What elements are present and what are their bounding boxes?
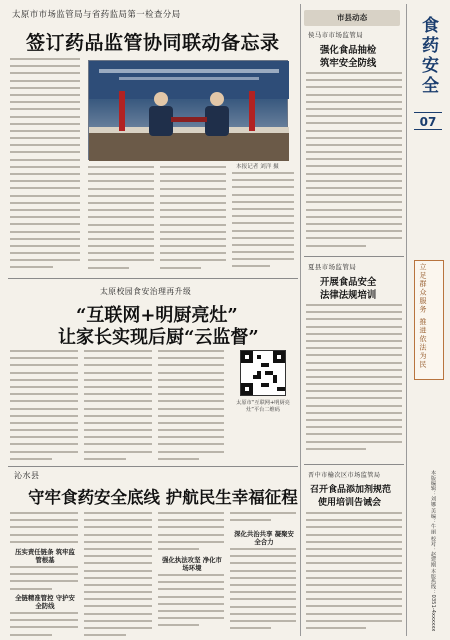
article1-photo-caption: 本报记者 刘洋 摄	[236, 164, 279, 170]
article3-body-col2	[84, 512, 152, 636]
article2-headline-line1: “互联网+明厨亮灶”	[76, 305, 238, 326]
article5-headline-line2: 法律法规培训	[320, 290, 377, 301]
article1-photo	[88, 60, 288, 160]
article3-body-col3a	[158, 512, 224, 552]
sidebar-separator	[406, 4, 407, 636]
article3-body-col1b	[10, 566, 78, 590]
article2-headline-line2: 让家长实现后厨“云监督”	[58, 327, 259, 348]
article3-subhead-3: 深化共治共享 凝聚安全合力	[234, 530, 294, 546]
article5-headline-line1: 开展食品安全	[320, 277, 377, 288]
divider-rule-2	[8, 466, 298, 467]
right-divider-1	[304, 256, 404, 257]
article3-body-col4b	[230, 548, 296, 636]
article3-body-col1a	[10, 512, 78, 546]
article4-headline-line2: 筑牢安全防线	[320, 58, 377, 69]
article3-subhead-1: 压实责任链条 筑牢监管根基	[15, 548, 75, 564]
article3-body-col1c	[10, 612, 78, 636]
article4-body	[306, 72, 402, 252]
section-label-text: 市县动态	[336, 13, 368, 22]
article1-kicker: 太原市市场监管局与省药监局第一检查分局	[12, 9, 181, 19]
article1-body-col3	[160, 166, 226, 273]
article4-headline-line1: 强化食品抽检	[320, 45, 377, 56]
article6-kicker: 晋中市榆次区市场监管局	[308, 472, 381, 479]
section-label	[304, 10, 400, 26]
article3-body-col4a	[230, 512, 296, 528]
article1-body-col2	[88, 166, 154, 273]
page-number: 07	[419, 115, 437, 129]
article2-body-col2	[84, 350, 152, 462]
qr-code	[240, 350, 286, 396]
article3-headline: 守牢食药安全底线 护航民生幸福征程	[28, 488, 298, 507]
article6-headline-line1: 召开食品添加剂规范	[310, 485, 392, 495]
signing-ceremony-image	[89, 61, 289, 161]
qr-code-icon	[241, 351, 285, 395]
article3-body-col3b	[158, 574, 224, 636]
qr-caption: 太原市“互联网+明厨亮灶”平台二维码	[236, 400, 290, 413]
article5-kicker: 夏县市场监管局	[308, 263, 357, 271]
article1-body-col4	[232, 172, 294, 273]
article3-kicker: 沁水县	[14, 471, 40, 480]
article1-headline: 签订药品监管协同联动备忘录	[26, 32, 280, 54]
divider-rule	[8, 278, 298, 279]
article2-body-col3	[158, 350, 224, 462]
article6-body	[306, 512, 402, 636]
article3-subhead-4: 强化执法攻坚 净化市场环境	[162, 556, 222, 572]
article3-subhead-2: 全链精准管控 守护安全防线	[15, 594, 75, 610]
article1-body-col1	[10, 58, 80, 273]
column-separator	[300, 4, 301, 636]
slogan-box	[414, 260, 444, 380]
page-title: 食药安全	[418, 16, 438, 96]
article5-body	[306, 304, 402, 460]
article4-kicker: 侯马市市场监管局	[308, 31, 364, 39]
article2-kicker: 太原校园食安治理再升级	[100, 287, 192, 296]
article2-body-col1	[10, 350, 78, 462]
article6-headline-line2: 使用培训告诫会	[318, 498, 382, 508]
right-divider-2	[304, 464, 404, 465]
slogan-text: 立足群众服务 推进依法为民	[419, 263, 427, 369]
page-footer: 本版编辑：刘娜 美编：牛丽 校对：赵建刚 本版热线：0351-4xxxxxx	[430, 470, 436, 632]
page-number-badge	[414, 112, 442, 130]
